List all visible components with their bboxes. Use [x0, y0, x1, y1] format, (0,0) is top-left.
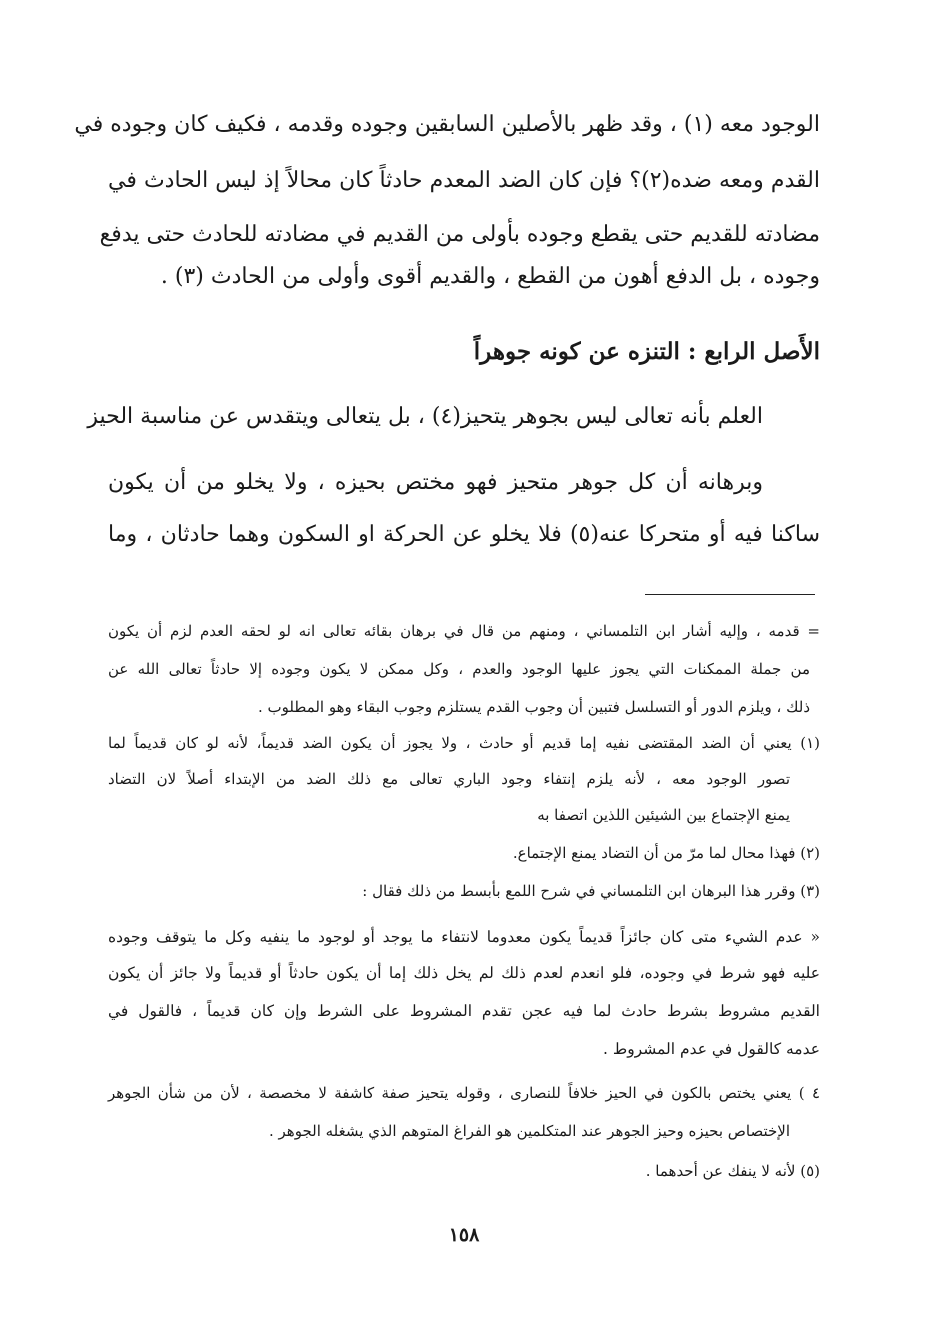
page-number: ١٥٨	[448, 1224, 480, 1246]
main-text-line-1: الوجود معه (١) ، وقد ظهر بالأصلين السابقين وجوده وقدمه ، فكيف كان وجوده في	[74, 112, 820, 137]
footnote-quote-line-4: عدمه كالقول في عدم المشروط .	[603, 1040, 820, 1058]
footnote-quote-line-1: « عدم الشيء متى كان جائزاً قديماً يكون معدوما لانتفاء ما يوجد أو لوجود ما ينفيه وكل ما يتوقف وجوده	[108, 928, 820, 946]
footnote-5: (٥) لأنه لا ينفك عن أحدهما .	[645, 1162, 820, 1180]
main-text-line-2: القدم ومعه ضده(٢)؟ فإن كان الضد المعدم حادثاً كان محالاً إذ ليس الحادث في	[108, 168, 820, 193]
footnote-2: (٢) فهذا محال لما مرّ من أن التضاد يمنع الإجتماع.	[512, 844, 820, 862]
main-text-line-4: وجوده ، بل الدفع أهون من القطع ، والقديم أقوى وأولى من الحادث (٣) .	[160, 264, 820, 289]
footnote-separator	[645, 594, 815, 595]
section-text-line-1: العلم بأنه تعالى ليس بجوهر يتحيز(٤) ، بل يتعالى ويتقدس عن مناسبة الحيز	[87, 404, 763, 429]
footnote-continuation-line-2: من جملة الممكنات التي يجوز عليها الوجود والعدم ، وكل ممكن لا يكون وجوده إلا حادثاً تعالى الله عن	[108, 660, 810, 678]
footnote-continuation-line-3: ذلك ، ويلزم الدور أو التسلسل فتبين أن وجوب القدم يستلزم وجوب البقاء وهو المطلوب .	[258, 698, 810, 716]
footnote-3: (٣) وقرر هذا البرهان ابن التلمساني في شرح اللمع بأبسط من ذلك فقال :	[362, 882, 820, 900]
footnote-quote-line-2: عليه فهو شرط في وجوده، فلو انعدم لعدم ذلك لم يخل ذلك إما أن يكون حادثاً أو قديماً ولا جائز أن يكون	[108, 964, 820, 982]
section-heading: الأَصل الرابع : التنزه عن كونه جوهراً	[473, 338, 820, 365]
footnote-4-line-1: ٤ ) يعني يختص بالكون في الحيز خلافاً للنصارى ، وقوله يتحيز صفة كاشفة لا مخصصة ، لأن من شأن الجوهر	[108, 1084, 820, 1102]
main-text-line-3: مضادته للقديم حتى يقطع وجوده بأولى من القديم في مضادته للحادث حتى يدفع	[99, 222, 820, 247]
footnote-quote-line-3: القديم مشروط بشرط حادث لما فيه عجن تقدم المشروط على الشرط وإن كان قديماً ، فالقول في	[108, 1002, 820, 1020]
section-text-line-2: وبرهانه أن كل جوهر متحيز فهو مختص بحيزه ، ولا يخلو من أن يكون	[108, 470, 763, 495]
section-text-line-3: ساكنا فيه أو متحركا عنه(٥) فلا يخلو عن الحركة او السكون وهما حادثان ، وما	[108, 522, 820, 547]
footnote-1-line-3: يمنع الإجتماع بين الشيئين اللذين اتصفا به	[537, 806, 790, 824]
footnote-1-line-2: تصور الوجود معه ، لأنه يلزم إنتفاء وجود الباري تعالى مع ذلك الضد من الإبتداء أصلاً لان التضاد	[108, 770, 790, 788]
footnote-4-line-2: الإختصاص بحيزه وحيز الجوهر عند المتكلمين هو الفراغ المتوهم الذي يشغله الجوهر .	[268, 1122, 790, 1140]
footnote-continuation-line-1: = قدمه ، وإليه أشار ابن التلمساني ، ومنهم من قال في برهان بقائه تعالى انه لو لحقه العدم لزم أن يكون	[108, 622, 820, 640]
footnote-1-line-1: (١) يعني أن الضد المقتضى نفيه إما قديم أو حادث ، ولا يجوز أن يكون الضد قديماً، لأنه لو كان قديماً لما	[108, 734, 820, 752]
